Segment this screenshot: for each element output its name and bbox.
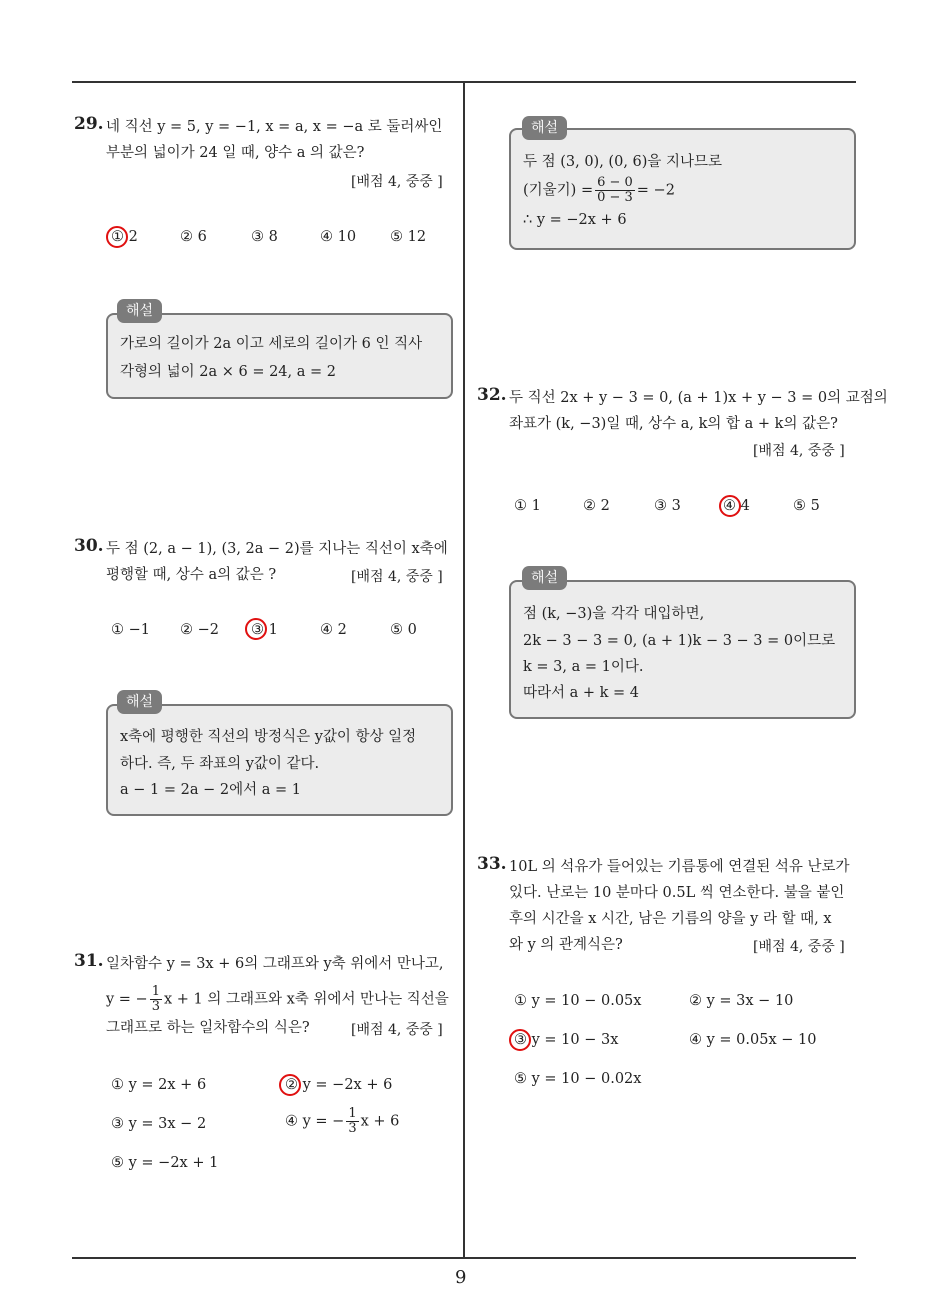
solution-box-31: [509, 128, 856, 250]
score-difficulty: [배점 4, 중중 ]: [351, 1022, 443, 1038]
question-text: 두 점 (2, a − 1), (3, 2a − 2)를 지나는 직선이 x축에: [106, 541, 448, 557]
score-difficulty: [배점 4, 중중 ]: [351, 569, 443, 585]
answer-mark-circle: [106, 226, 128, 248]
question-number: 33.: [477, 854, 507, 874]
question-number: 32.: [477, 385, 507, 405]
choice-2[interactable]: ② 6: [180, 229, 207, 245]
solution-box-29: [106, 313, 453, 399]
choice-2[interactable]: ② 2: [583, 498, 610, 514]
solution-text: 따라서 a + k = 4: [523, 685, 640, 701]
question-text: 10L 의 석유가 들어있는 기름통에 연결된 석유 난로가: [509, 859, 850, 875]
fraction: [150, 985, 162, 1014]
question-text: 일차함수 y = 3x + 6의 그래프와 y축 위에서 만나고,: [106, 956, 444, 972]
bottom-rule: [72, 1257, 856, 1259]
question-text: 부분의 넓이가 24 일 때, 양수 a 의 값은?: [106, 145, 365, 161]
choice-5[interactable]: ⑤ y = 10 − 0.02x: [514, 1071, 642, 1087]
denominator: 3: [348, 1121, 357, 1136]
answer-mark-circle: [245, 618, 267, 640]
formula-part: y = −: [106, 991, 148, 1008]
choice-1[interactable]: ① y = 2x + 6: [111, 1077, 207, 1093]
answer-mark-circle: [719, 495, 741, 517]
fraction: [595, 176, 635, 205]
choice-3[interactable]: ③ 1: [251, 622, 278, 638]
choice-2[interactable]: ② y = −2x + 6: [285, 1077, 393, 1093]
question-text: 네 직선 y = 5, y = −1, x = a, x = −a 로 둘러싸인: [106, 119, 443, 135]
numerator: 1: [151, 984, 160, 999]
formula-part: ④ y = −: [285, 1113, 345, 1130]
numerator: 1: [348, 1106, 357, 1121]
answer-mark-circle: [509, 1029, 531, 1051]
formula-part: x + 6: [360, 1113, 400, 1130]
score-difficulty: [배점 4, 중중 ]: [351, 174, 443, 190]
solution-text: x축에 평행한 직선의 방정식은 y값이 항상 일정: [120, 729, 417, 745]
solution-text: k = 3, a = 1이다.: [523, 659, 644, 675]
solution-text: 하다. 즉, 두 좌표의 y값이 같다.: [120, 756, 320, 772]
solution-text: 2k − 3 − 3 = 0, (a + 1)k − 3 − 3 = 0이므로: [523, 633, 836, 649]
question-number: 30.: [74, 536, 104, 556]
solution-box-30: [106, 704, 453, 816]
solution-text: 점 (k, −3)을 각각 대입하면,: [523, 606, 705, 622]
choice-3[interactable]: ③ y = 3x − 2: [111, 1116, 207, 1132]
solution-tag: 해설: [522, 116, 567, 140]
answer-mark-circle: [279, 1074, 301, 1096]
choice-1[interactable]: ① 2: [111, 229, 138, 245]
question-text: 평행할 때, 상수 a의 값은 ?: [106, 567, 277, 583]
choice-3[interactable]: ③ 8: [251, 229, 278, 245]
question-text: 후의 시간을 x 시간, 남은 기름의 양을 y 라 할 때, x: [509, 911, 832, 927]
question-number: 31.: [74, 951, 104, 971]
solution-tag: 해설: [117, 690, 162, 714]
formula-part: (기울기) =: [523, 182, 594, 199]
page-number: 9: [455, 1267, 467, 1288]
choice-4[interactable]: ④ 10: [320, 229, 357, 245]
question-text: 있다. 난로는 10 분마다 0.5L 씩 연소한다. 불을 붙인: [509, 885, 845, 901]
solution-box-32: [509, 580, 856, 719]
solution-tag: 해설: [522, 566, 567, 590]
choice-1[interactable]: ① −1: [111, 622, 150, 638]
score-difficulty: [배점 4, 중중 ]: [753, 939, 845, 955]
choice-1[interactable]: ① 1: [514, 498, 541, 514]
question-text: [106, 985, 449, 1014]
choice-5[interactable]: ⑤ 12: [390, 229, 427, 245]
question-text: 좌표가 (k, −3)일 때, 상수 a, k의 합 a + k의 값은?: [509, 416, 838, 432]
question-text: 와 y 의 관계식은?: [509, 937, 623, 953]
solution-text: 가로의 길이가 2a 이고 세로의 길이가 6 인 직사: [120, 336, 423, 352]
solution-text: 두 점 (3, 0), (0, 6)을 지나므로: [523, 154, 723, 170]
fraction: [346, 1107, 358, 1136]
solution-tag: 해설: [117, 299, 162, 323]
solution-text: 각형의 넓이 2a × 6 = 24, a = 2: [120, 364, 336, 380]
question-number: 29.: [74, 114, 104, 134]
score-difficulty: [배점 4, 중중 ]: [753, 443, 845, 459]
choice-2[interactable]: ② −2: [180, 622, 219, 638]
choice-3[interactable]: ③ y = 10 − 3x: [514, 1032, 619, 1048]
choice-4[interactable]: ④ y = 0.05x − 10: [689, 1032, 817, 1048]
column-divider: [463, 82, 465, 1258]
denominator: 0 − 3: [597, 190, 633, 205]
choice-4[interactable]: [285, 1107, 399, 1136]
choice-3[interactable]: ③ 3: [654, 498, 681, 514]
choice-2[interactable]: ② y = 3x − 10: [689, 993, 794, 1009]
choice-5[interactable]: ⑤ y = −2x + 1: [111, 1155, 219, 1171]
choice-1[interactable]: ① y = 10 − 0.05x: [514, 993, 642, 1009]
choice-4[interactable]: ④ 2: [320, 622, 347, 638]
numerator: 6 − 0: [597, 175, 633, 190]
choice-4[interactable]: ④ 4: [723, 498, 750, 514]
question-text: 그래프로 하는 일차함수의 식은?: [106, 1020, 310, 1036]
choice-5[interactable]: ⑤ 5: [793, 498, 820, 514]
question-text: 두 직선 2x + y − 3 = 0, (a + 1)x + y − 3 = 0의 교점의: [509, 390, 888, 406]
choice-5[interactable]: ⑤ 0: [390, 622, 417, 638]
solution-text: [523, 176, 675, 205]
formula-part: x + 1 의 그래프와 x축 위에서 만나는 직선을: [164, 991, 449, 1008]
solution-text: ∴ y = −2x + 6: [523, 212, 627, 228]
denominator: 3: [151, 999, 160, 1014]
solution-text: a − 1 = 2a − 2에서 a = 1: [120, 782, 301, 798]
formula-part: = −2: [636, 182, 675, 199]
